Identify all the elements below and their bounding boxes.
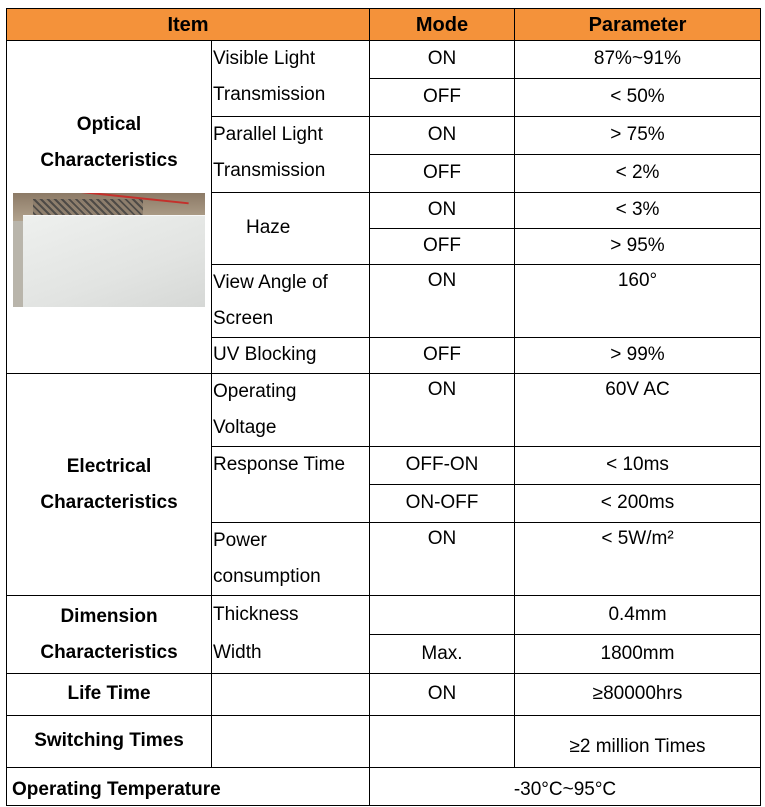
header-parameter: Parameter [515, 9, 761, 41]
response-time-value-2: < 200ms [515, 485, 761, 523]
visible-light-off-mode: OFF [370, 79, 515, 117]
visible-light-label: Visible Light Transmission [212, 41, 370, 117]
optical-category-line1: Optical [76, 114, 142, 135]
power-consumption-label: Power consumption [212, 523, 370, 596]
haze-label: Haze [212, 193, 370, 265]
operating-voltage-mode: ON [370, 374, 515, 447]
life-time-value: ≥80000hrs [515, 674, 761, 716]
header-mode: Mode [370, 9, 515, 41]
visible-light-off-value: < 50% [515, 79, 761, 117]
electrical-category-cell [7, 374, 212, 596]
width-mode: Max. [370, 635, 515, 674]
response-time-label: Response Time [212, 447, 370, 523]
smart-film-photo-icon [13, 193, 205, 307]
specification-table [6, 8, 761, 806]
life-time-item [212, 674, 370, 716]
optical-category-line2: Characteristics [40, 150, 178, 171]
response-time-mode-2: ON-OFF [370, 485, 515, 523]
view-angle-label: View Angle of Screen [212, 265, 370, 338]
parallel-light-off-value: < 2% [515, 155, 761, 193]
thickness-label: Thickness [212, 596, 370, 635]
switching-times-item [212, 716, 370, 768]
operating-temperature-category: Operating Temperature [7, 768, 370, 806]
response-time-mode-1: OFF-ON [370, 447, 515, 485]
power-consumption-mode: ON [370, 523, 515, 596]
haze-off-value: > 95% [515, 229, 761, 265]
haze-on-value: < 3% [515, 193, 761, 229]
view-angle-value: 160° [515, 265, 761, 338]
power-consumption-value: < 5W/m² [515, 523, 761, 596]
dimension-category-cell [7, 596, 212, 674]
operating-voltage-value: 60V AC [515, 374, 761, 447]
optical-category-cell [7, 41, 212, 374]
response-time-value-1: < 10ms [515, 447, 761, 485]
parallel-light-on-value: > 75% [515, 117, 761, 155]
switching-times-category: Switching Times [7, 716, 212, 768]
view-angle-mode: ON [370, 265, 515, 338]
visible-light-on-value: 87%~91% [515, 41, 761, 79]
dimension-category-line2: Characteristics [40, 641, 178, 663]
width-label: Width [212, 635, 370, 674]
parallel-light-on-mode: ON [370, 117, 515, 155]
parallel-light-off-mode: OFF [370, 155, 515, 193]
header-row [7, 9, 761, 41]
electrical-category-line1: Electrical [66, 455, 152, 477]
operating-voltage-label: Operating Voltage [212, 374, 370, 447]
switching-times-value: ≥2 million Times [515, 716, 761, 768]
haze-off-mode: OFF [370, 229, 515, 265]
haze-on-mode: ON [370, 193, 515, 229]
uv-blocking-label: UV Blocking [212, 338, 370, 374]
width-value: 1800mm [515, 635, 761, 674]
dimension-category-line1: Dimension [60, 605, 158, 627]
electrical-category-line2: Characteristics [40, 491, 178, 513]
parallel-light-label: Parallel Light Transmission [212, 117, 370, 193]
operating-temperature-value: -30°C~95°C [370, 768, 761, 806]
uv-blocking-mode: OFF [370, 338, 515, 374]
visible-light-on-mode: ON [370, 41, 515, 79]
uv-blocking-value: > 99% [515, 338, 761, 374]
life-time-category: Life Time [7, 674, 212, 716]
thickness-value: 0.4mm [515, 596, 761, 635]
life-time-mode: ON [370, 674, 515, 716]
header-item: Item [7, 9, 370, 41]
thickness-mode [370, 596, 515, 635]
switching-times-mode [370, 716, 515, 768]
